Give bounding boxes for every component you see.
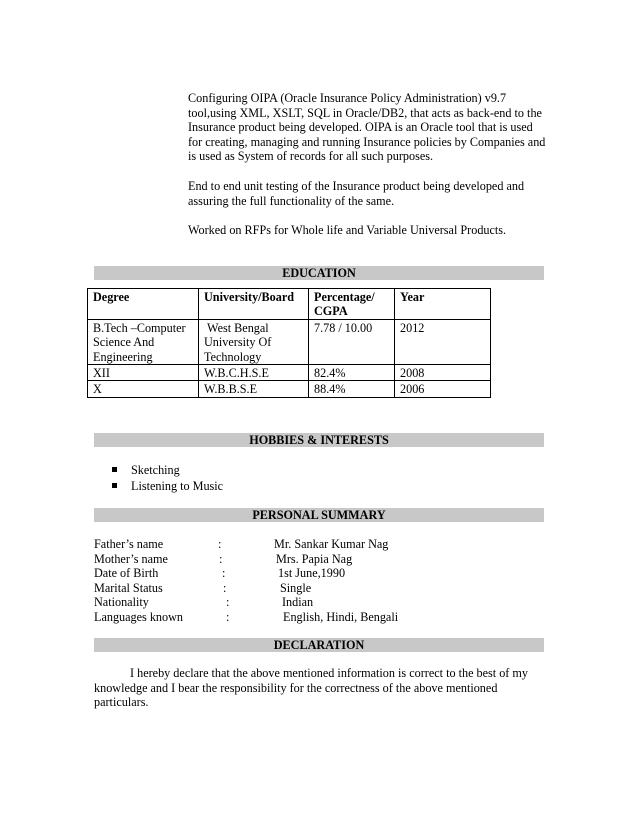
personal-label: Date of Birth [94,566,159,581]
university-cell: W.B.C.H.S.E [199,365,309,381]
personal-row-nationality [94,595,494,610]
personal-summary-heading: PERSONAL SUMMARY [94,508,544,522]
personal-label: Marital Status [94,580,163,595]
square-bullet-icon [112,483,117,488]
degree-cell: X [88,381,199,397]
percentage-cell: 82.4% [309,365,395,381]
personal-value: Mr. Sankar Kumar Nag [274,537,389,551]
column-header-university: University/Board [199,289,309,320]
personal-row-father [94,537,494,552]
personal-row-mother [94,552,494,567]
column-header-degree: Degree [88,289,199,320]
table-row [88,365,491,381]
personal-row-dob [94,566,494,581]
hobbies-heading: HOBBIES & INTERESTS [94,433,544,447]
university-cell: West Bengal University Of Technology [199,319,309,364]
hobby-label: Sketching [131,463,180,477]
separator: : [218,537,222,551]
personal-value: English, Hindi, Bengali [283,610,399,624]
personal-label: Father’s name [94,537,164,551]
hobby-label: Listening to Music [131,479,224,493]
education-heading: EDUCATION [94,266,544,280]
personal-row-marital-status [94,581,494,596]
year-cell: 2012 [395,319,491,364]
table-row [88,381,491,397]
percentage-cell: 7.78 / 10.00 [309,319,395,364]
column-header-year: Year [395,289,491,320]
declaration-text: I hereby declare that the above mentioned information is correct to the best of my knowledge and I bear the responsibility for the correctness of the above mentioned particulars. [94,666,528,710]
personal-label: Languages known [94,610,184,624]
education-table-header [88,289,491,320]
declaration-heading: DECLARATION [94,638,544,652]
degree-cell: B.Tech –Computer Science And Engineering [88,319,199,364]
university-cell: W.B.B.S.E [199,381,309,397]
year-cell: 2008 [395,365,491,381]
personal-value: Mrs. Papia Nag [276,551,353,566]
degree-cell: XII [88,365,199,381]
separator: : [226,610,230,624]
education-table [87,288,491,398]
personal-label: Mother’s name [94,551,168,566]
column-header-percentage: Percentage/ CGPA [309,289,395,320]
separator: : [226,595,230,610]
personal-row-languages [94,610,494,625]
year-cell: 2006 [395,381,491,397]
table-row [88,319,491,364]
percentage-cell: 88.4% [309,381,395,397]
personal-value: 1st June,1990 [278,566,346,581]
experience-paragraph-rfp: Worked on RFPs for Whole life and Variable Universal Products. [188,223,507,237]
separator: : [222,566,226,581]
personal-value: Single [280,580,312,595]
separator: : [219,551,223,566]
experience-paragraph-testing: End to end unit testing of the Insurance product being developed and assuring the full functionality of the same. [188,179,525,208]
separator: : [223,580,227,595]
personal-value: Indian [282,595,314,610]
personal-label: Nationality [94,595,149,610]
square-bullet-icon [112,467,117,472]
experience-paragraph-oipa: Configuring OIPA (Oracle Insurance Policy Administration) v9.7 tool,using XML, XSLT, SQL in Oracle/DB2, that acts as back-end to the Insurance product being developed. OIPA is an Oracle tool that is used for creating, managing and running Insurance policies by Companies and is used as System of records for all such purposes. [188,91,546,164]
